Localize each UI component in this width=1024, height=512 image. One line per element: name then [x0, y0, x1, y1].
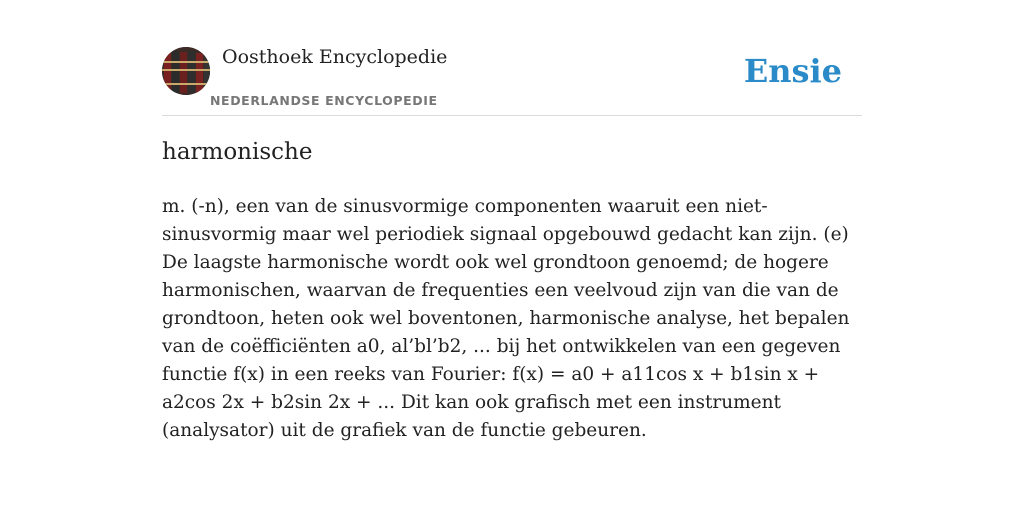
header: [162, 44, 862, 116]
encyclopedia-books-icon: [162, 47, 210, 95]
source-subtitle: NEDERLANDSE ENCYCLOPEDIE: [210, 93, 438, 108]
source-avatar[interactable]: [162, 47, 210, 95]
entry-title: harmonische: [162, 139, 313, 165]
entry-body: m. (-n), een van de sinusvormige componenten waaruit een niet-sinusvormig maar wel periodiek signaal opgebouwd gedacht kan zijn. (e) De laagste harmonische wordt ook wel grondtoon genoemd; de hogere harmonischen, waarvan de frequenties een veelvoud zijn van die van de grondtoon, heten ook wel boventonen, harmonische analyse, het bepalen van de coëfficiënten a0, al’bl’b2, ... bij het ontwikkelen van een gegeven functie f(x) in een reeks van Fourier: f(x) = a0 + a11cos x + b1sin x + a2cos 2x + b2sin 2x + ... Dit kan ook grafisch met een instrument (analysator) uit de grafiek van de functie gebeuren.: [162, 196, 850, 441]
source-name[interactable]: Oosthoek Encyclopedie: [222, 46, 448, 68]
brand-logo[interactable]: Ensie: [743, 52, 842, 90]
